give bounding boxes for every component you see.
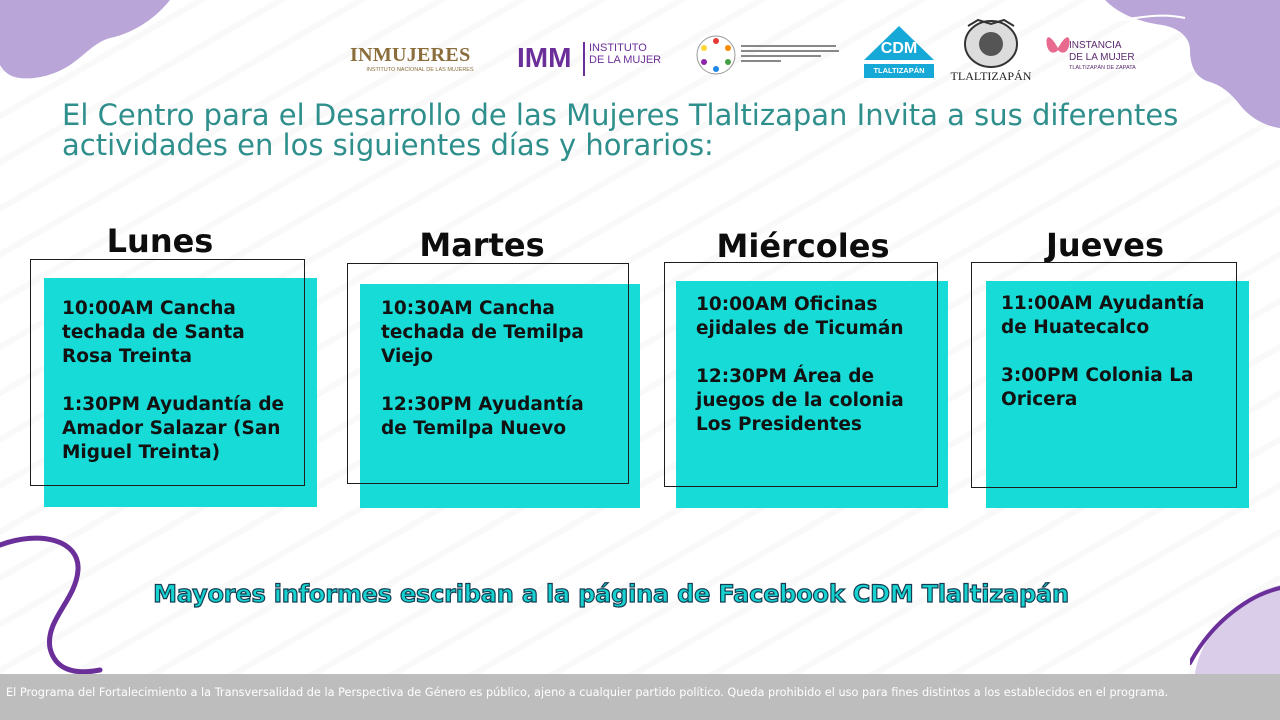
activity-item: 11:00AM Ayudantía de Huatecalco <box>1001 293 1205 338</box>
heading-line-1: El Centro para el Desarrollo de las Mujeres Tlaltizapan Invita a sus diferentes <box>62 98 1179 132</box>
municipio-name: TLALTIZAPÁN <box>950 69 1032 83</box>
footer-disclaimer: El Programa del Fortalecimiento a la Transversalidad de la Perspectiva de Género es público, ajeno a cualquier partido político. Queda prohibido el uso para fines distintos a los establecidos en el programa. <box>6 686 1169 699</box>
instancia-line3: TLALTIZAPÁN DE ZAPATA <box>1069 65 1136 71</box>
butterfly-icon <box>1045 28 1071 68</box>
imm-abbr: IMM <box>517 42 572 73</box>
certification-seal-icon <box>695 34 737 76</box>
municipio-logo <box>948 18 1034 90</box>
instancia-logo <box>1045 28 1145 84</box>
activity-item: 10:00AM Cancha techada de Santa Rosa Treinta <box>62 298 245 367</box>
imm-line1: INSTITUTO <box>589 42 647 54</box>
facebook-contact-note: Mayores informes escriban a la página de Facebook CDM Tlaltizapán <box>153 580 1069 608</box>
activity-item: 12:30PM Área de juegos de la colonia Los Presidentes <box>696 366 904 435</box>
day-card-martes-activities <box>381 297 611 441</box>
day-label-miercoles: Miércoles <box>716 227 890 265</box>
inmujeres-logo <box>350 44 490 73</box>
imm-divider <box>583 42 585 76</box>
day-label-jueves: Jueves <box>1046 226 1164 264</box>
instancia-line1: INSTANCIA <box>1069 40 1122 51</box>
imm-logo <box>517 40 667 80</box>
day-card-lunes-activities <box>62 297 292 465</box>
certification-text-lines <box>741 45 841 62</box>
top-left-blob <box>0 0 175 85</box>
heading-line-2: actividades en los siguientes días y horarios: <box>62 128 714 162</box>
invitation-heading <box>62 100 1222 160</box>
logo-bar <box>345 18 1145 88</box>
cdm-place: TLALTIZAPÁN <box>873 66 925 75</box>
day-label-lunes: Lunes <box>106 222 214 260</box>
activity-item: 10:30AM Cancha techada de Temilpa Viejo <box>381 298 584 367</box>
day-card-jueves-activities <box>1001 292 1221 412</box>
imm-line2: DE LA MUJER <box>589 54 662 66</box>
day-label-martes: Martes <box>419 226 545 264</box>
municipal-crest-icon <box>948 18 1034 68</box>
activity-item: 1:30PM Ayudantía de Amador Salazar (San Miguel Treinta) <box>62 394 285 463</box>
instancia-line2: DE LA MUJER <box>1069 52 1135 63</box>
activity-item: 3:00PM Colonia La Oricera <box>1001 365 1194 410</box>
inmujeres-subtitle: INSTITUTO NACIONAL DE LAS MUJERES <box>366 67 474 73</box>
footer-bar <box>0 674 1280 720</box>
cdm-logo <box>862 24 936 80</box>
cdm-abbr: CDM <box>880 40 918 57</box>
inmujeres-name: INMUJERES <box>350 44 471 66</box>
day-card-miercoles-activities <box>696 293 921 437</box>
activity-item: 10:00AM Oficinas ejidales de Ticumán <box>696 294 904 339</box>
activity-item: 12:30PM Ayudantía de Temilpa Nuevo <box>381 394 584 439</box>
